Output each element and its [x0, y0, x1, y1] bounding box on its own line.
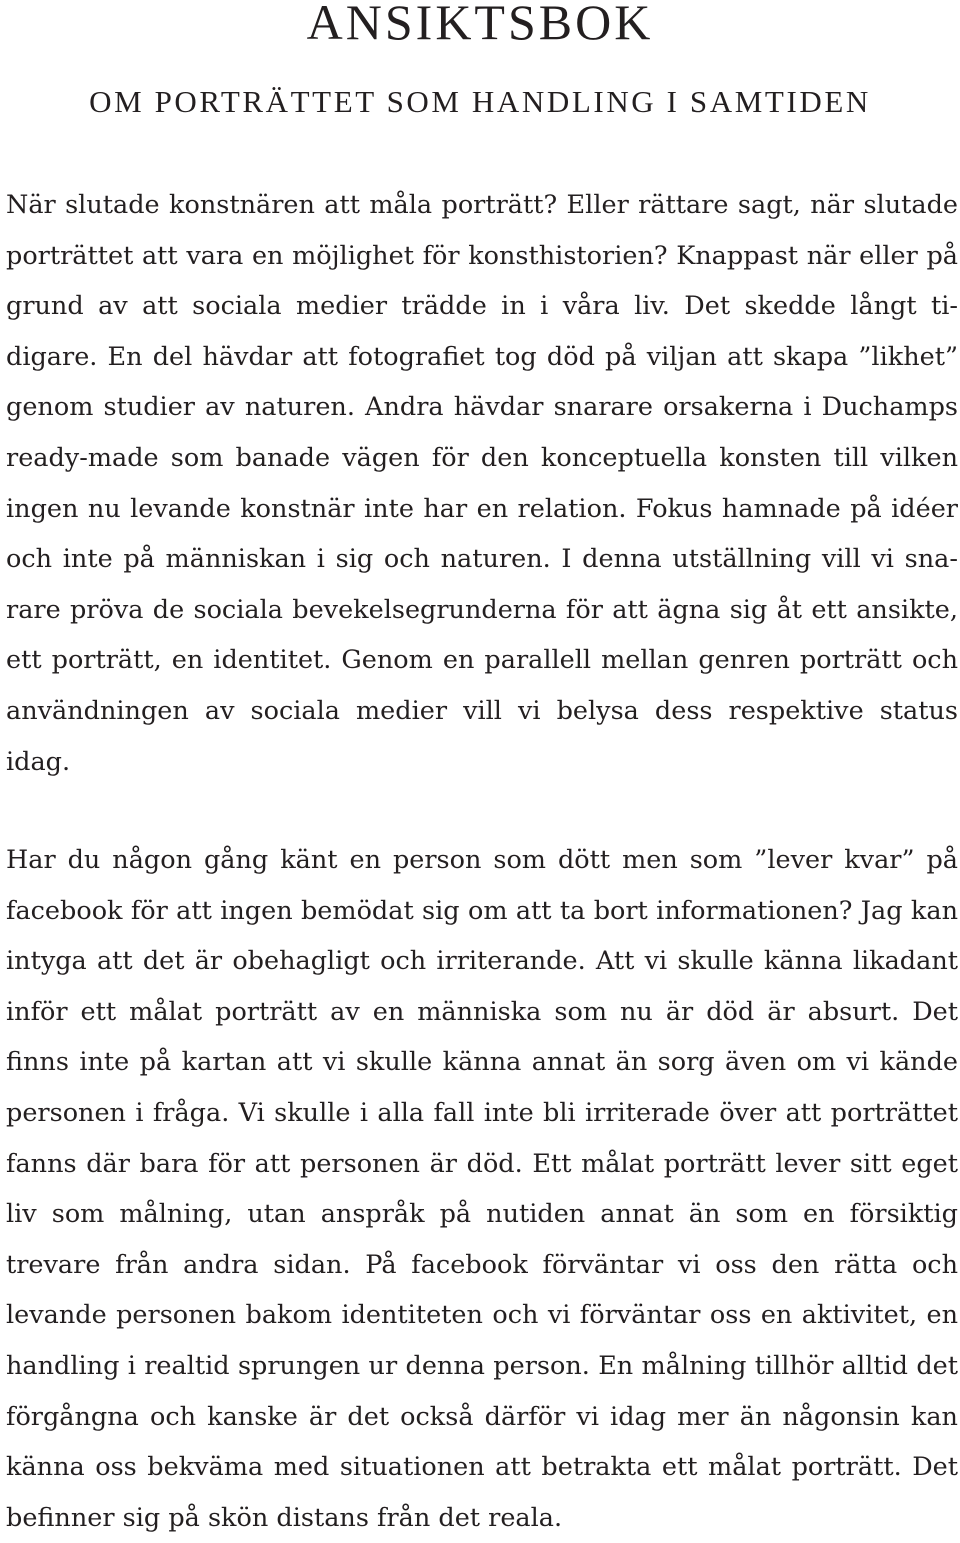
body-paragraph-1: När slutade konstnären att måla porträtt? Eller rättare sagt, när slutade porträttet att vara en möjlighet för konsthistorien? Knappast när eller på grund av att sociala medier trädde in i våra liv. Det skedde långt tidigare. En del hävdar att fotografiet tog död på viljan att skapa ”likhet” genom studier av naturen. Andra hävdar snarare orsakerna i Duchamps ready-made som banade vägen för den konceptuella konsten till vilken ingen nu levande konstnär inte har en relation. Fokus hamnade på idéer och inte på människan i sig och naturen. I denna utställning vill vi snarare pröva de sociala bevekelsegrunderna för att ägna sig åt ett ansikte, ett porträtt, en identitet. Genom en parallell mellan genren porträtt och användningen av sociala medier vill vi belysa dess respektive status idag. [6, 190, 958, 777]
page-title: ANSIKTSBOK [306, 0, 654, 50]
page-subtitle: OM PORTRÄTTET SOM HANDLING I SAMTIDEN [89, 84, 871, 119]
body-paragraph-2: Har du någon gång känt en person som dött men som ”lever kvar” på facebook för att ingen bemödat sig om att ta bort informationen? Jag kan intyga att det är obehagligt och irriterande. Att vi skulle känna likadant inför ett målat porträtt av en människa som nu är död är absurt. Det finns inte på kartan att vi skulle känna annat än sorg även om vi kände personen i fråga. Vi skulle i alla fall inte bli irriterade över att porträttet fanns där bara för att personen är död. Ett målat porträtt lever sitt eget liv som målning, utan anspråk på nutiden annat än som en försiktig trevare från andra sidan. På facebook förväntar vi oss den rätta och levande personen bakom identiteten och vi förväntar oss en aktivitet, en handling i realtid sprungen ur denna person. En målning tillhör alltid det förgångna och kanske är det också därför vi idag mer än någonsin kan känna oss bekväma med situationen att betrakta ett målat porträtt. Det befinner sig på skön distans från det reala. [6, 845, 958, 1533]
